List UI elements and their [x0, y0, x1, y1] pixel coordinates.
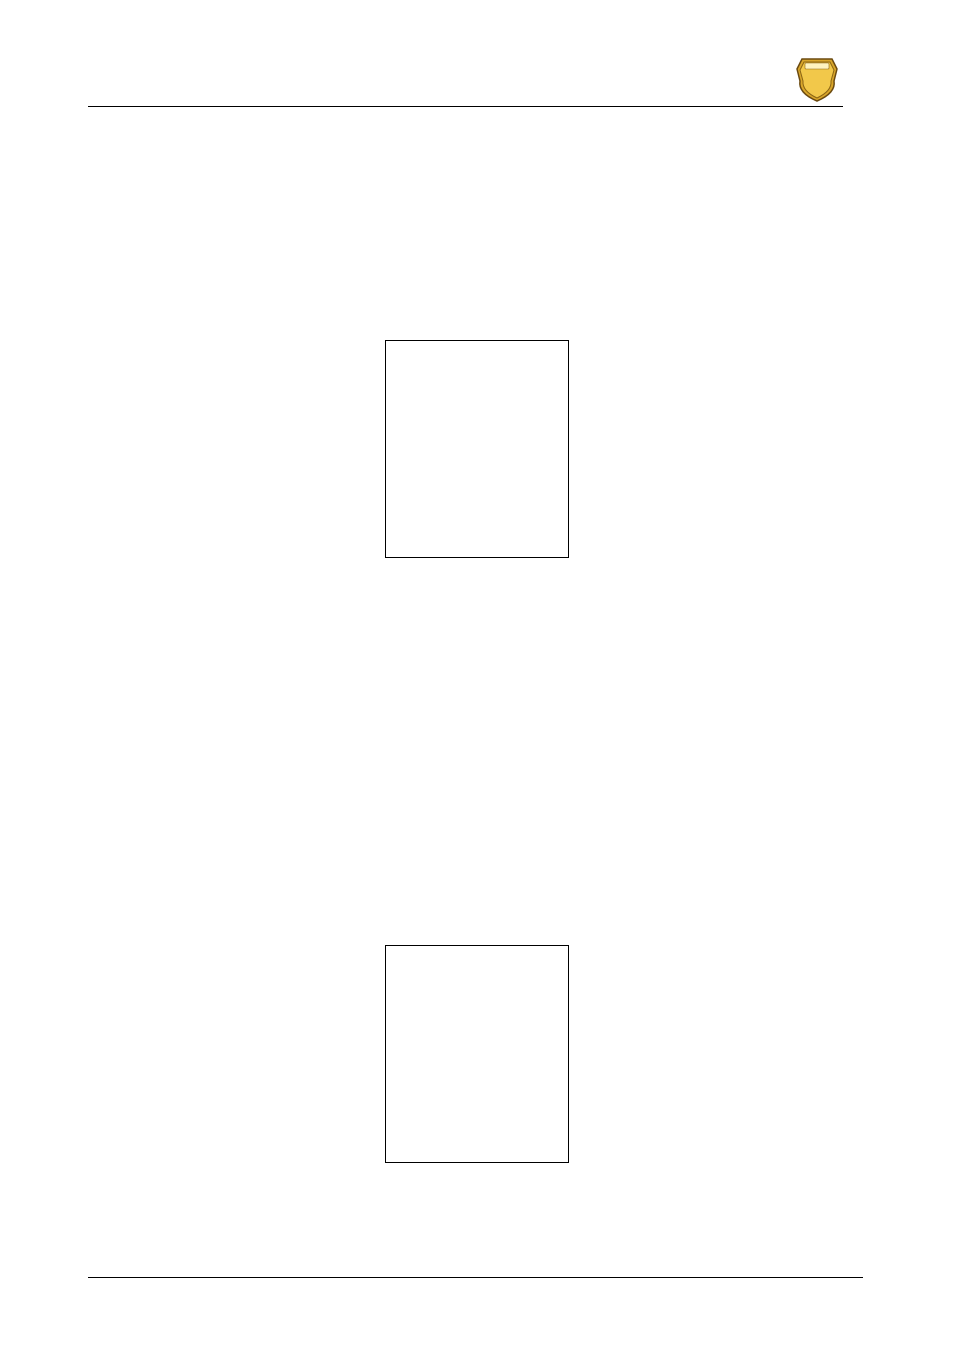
- footer-rule: [88, 1277, 863, 1278]
- favourites-screenshot: [385, 340, 569, 558]
- history-screenshot: [385, 945, 569, 1163]
- route66-logo: [794, 55, 840, 103]
- header-rule: [88, 106, 843, 107]
